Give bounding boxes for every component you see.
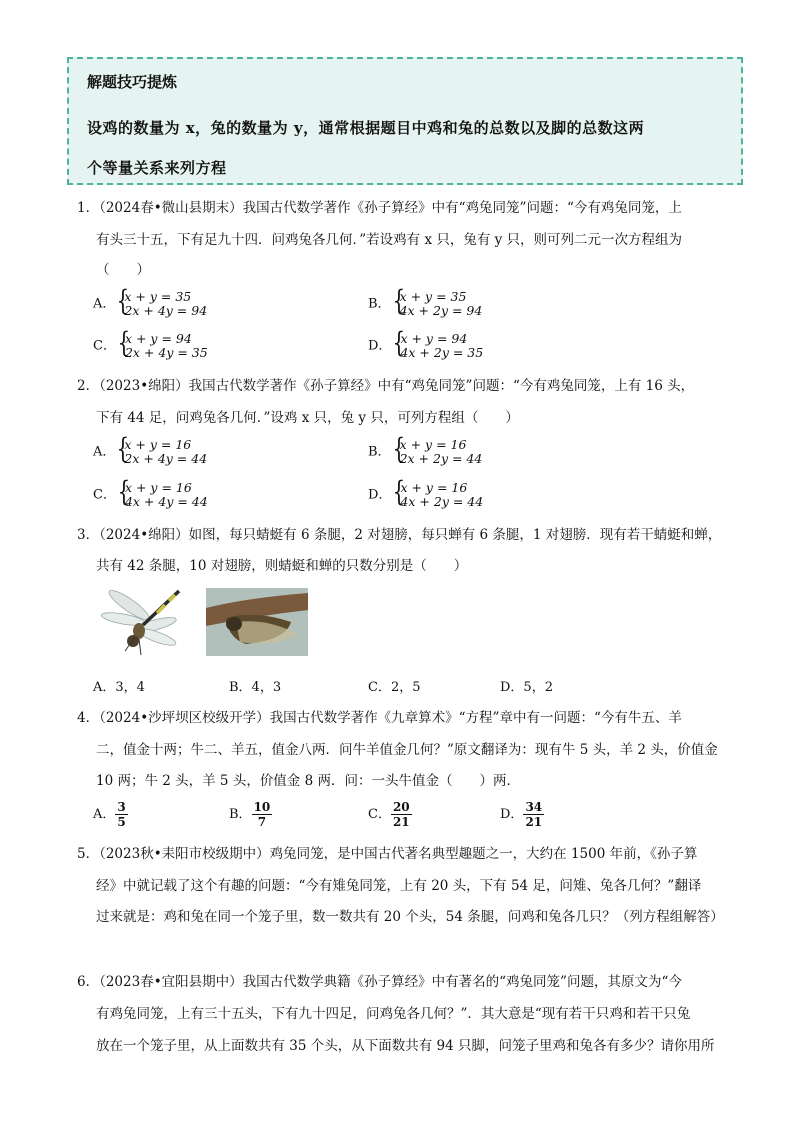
q3-option-d[interactable]: D．5，2 bbox=[500, 680, 553, 695]
q1-option-a[interactable] bbox=[93, 290, 207, 318]
denominator: 21 bbox=[392, 815, 410, 829]
q2-option-b[interactable] bbox=[368, 438, 482, 466]
q4-line-3: 10 两；牛 2 头，羊 5 头，价值金 8 两．问：一头牛值金（ ）两． bbox=[96, 773, 520, 789]
q1-line-2: 有头三十五，下有足九十四．问鸡兔各几何．”若设鸡有 x 只，兔有 y 只，则可列二元一次方程组为 bbox=[96, 232, 683, 248]
equation-system bbox=[115, 290, 207, 318]
equation: { x + y = 35 bbox=[124, 289, 192, 304]
q1-line-1: 1．（2024春•微山县期末）我国古代数学著作《孙子算经》中有“鸡兔同笼”问题：“今有鸡兔同笼，上 bbox=[77, 200, 682, 216]
option-label: D． bbox=[368, 338, 392, 354]
option-label: D． bbox=[500, 807, 524, 822]
option-label: C． bbox=[93, 338, 116, 354]
equation-system bbox=[391, 290, 483, 318]
numerator: 34 bbox=[525, 800, 543, 814]
dragonfly-image bbox=[95, 585, 185, 660]
q1-option-b[interactable] bbox=[368, 290, 482, 318]
q3-option-a[interactable]: A．3，4 bbox=[93, 680, 145, 695]
q6-line-1: 6．（2023春•宜阳县期中）我国古代数学典籍《孙子算经》中有著名的“鸡兔同笼”问题，其原文为“今 bbox=[77, 974, 682, 990]
option-label: A． bbox=[93, 807, 116, 822]
equation: { x + y = 16 bbox=[400, 480, 468, 495]
equation: 4x + 2y = 94 bbox=[399, 303, 483, 318]
option-label: B． bbox=[229, 807, 252, 822]
numerator: 10 bbox=[253, 800, 271, 814]
equation: 4x + 4y = 44 bbox=[124, 494, 208, 509]
denominator: 7 bbox=[257, 815, 267, 829]
tip-title: 解题技巧提炼 bbox=[87, 73, 178, 91]
equation: 2x + 2y = 44 bbox=[399, 451, 483, 466]
equation: 4x + 2y = 44 bbox=[400, 494, 484, 509]
q4-option-c[interactable] bbox=[368, 800, 412, 829]
option-label: B． bbox=[368, 296, 391, 312]
option-label: A． bbox=[93, 296, 116, 312]
q1-option-c[interactable] bbox=[93, 332, 208, 360]
q3-option-c[interactable]: C．2，5 bbox=[368, 680, 421, 695]
fraction bbox=[523, 800, 544, 829]
q4-option-d[interactable] bbox=[500, 800, 544, 829]
equation-system bbox=[115, 438, 207, 466]
fraction bbox=[115, 800, 127, 829]
equation: 2x + 4y = 94 bbox=[124, 303, 208, 318]
q2-line-1: 2．（2023•绵阳）我国古代数学著作《孙子算经》中有“鸡兔同笼”问题：“今有鸡兔同笼，上有 16 头， bbox=[77, 378, 695, 394]
q2-option-a[interactable] bbox=[93, 438, 207, 466]
q1-option-d[interactable] bbox=[368, 332, 483, 360]
equation-system bbox=[391, 332, 483, 360]
equation: 2x + 4y = 35 bbox=[124, 345, 208, 360]
q3-line-2: 共有 42 条腿，10 对翅膀，则蜻蜓和蝉的只数分别是（ ） bbox=[96, 558, 468, 574]
equation: { x + y = 16 bbox=[399, 437, 467, 452]
q2-line-2: 下有 44 足，问鸡兔各几何．”设鸡 x 只，兔 y 只，可列方程组（ ） bbox=[96, 410, 519, 426]
denominator: 5 bbox=[117, 815, 126, 829]
option-label: D． bbox=[368, 487, 392, 503]
q6-line-2: 有鸡兔同笼，上有三十五头，下有九十四足，问鸡兔各几何？”．其大意是“现有若干只鸡和若干只兔 bbox=[96, 1006, 691, 1022]
q4-option-a[interactable] bbox=[93, 800, 128, 829]
option-label: A． bbox=[93, 444, 116, 460]
denominator: 21 bbox=[525, 815, 543, 829]
option-label: B． bbox=[368, 444, 391, 460]
q4-line-2: 二，值金十两；牛二、羊五，值金八两．问牛羊值金几何？”原文翻译为：现有牛 5 头，羊 2 头，价值金 bbox=[96, 742, 718, 758]
fraction bbox=[252, 800, 273, 829]
q2-option-c[interactable] bbox=[93, 481, 208, 509]
equation-system bbox=[116, 332, 208, 360]
equation-system bbox=[391, 438, 483, 466]
q5-line-2: 经》中就记载了这个有趣的问题：“今有雉兔同笼，上有 20 头，下有 54 足，问雉、兔各几何？”翻译 bbox=[96, 878, 702, 894]
q2-option-d[interactable] bbox=[368, 481, 483, 509]
equation: 2x + 4y = 44 bbox=[124, 451, 208, 466]
equation: { x + y = 16 bbox=[124, 437, 192, 452]
q3-line-1: 3．（2024•绵阳）如图，每只蜻蜓有 6 条腿，2 对翅膀，每只蝉有 6 条腿，1 对翅膀．现有若干蜻蜓和蝉， bbox=[77, 527, 722, 543]
equation-system bbox=[391, 481, 483, 509]
equation-system bbox=[116, 481, 208, 509]
q6-line-3: 放在一个笼子里，从上面数共有 35 个头，从下面数共有 94 只脚，问笼子里鸡和兔各有多少？请你用所 bbox=[96, 1038, 715, 1054]
q1-line-3: （ ） bbox=[96, 262, 150, 278]
q3-option-b[interactable]: B．4，3 bbox=[229, 680, 282, 695]
q4-line-1: 4．（2024•沙坪坝区校级开学）我国古代数学著作《九章算术》“方程”章中有一问题：“今有牛五、羊 bbox=[77, 710, 682, 726]
numerator: 20 bbox=[392, 800, 410, 814]
numerator: 3 bbox=[117, 800, 126, 814]
cicada-image bbox=[206, 588, 308, 656]
equation: { x + y = 94 bbox=[400, 331, 468, 346]
q5-line-1: 5．（2023秋•耒阳市校级期中）鸡兔同笼，是中国古代著名典型趣题之一，大约在 1500 年前，《孙子算 bbox=[77, 846, 698, 862]
equation: 4x + 2y = 35 bbox=[400, 345, 484, 360]
tip-line-2: 个等量关系来列方程 bbox=[87, 159, 227, 177]
option-label: C． bbox=[368, 807, 391, 822]
tip-box bbox=[67, 57, 743, 185]
equation: { x + y = 16 bbox=[124, 480, 192, 495]
equation: { x + y = 94 bbox=[124, 331, 192, 346]
q4-option-b[interactable] bbox=[229, 800, 272, 829]
option-label: C． bbox=[93, 487, 116, 503]
fraction bbox=[391, 800, 412, 829]
q5-line-3: 过来就是：鸡和兔在同一个笼子里，数一数共有 20 个头，54 条腿，问鸡和兔各几只？（列方程组解答） bbox=[96, 909, 724, 925]
tip-line-1: 设鸡的数量为 x，兔的数量为 y，通常根据题目中鸡和兔的总数以及脚的总数这两 bbox=[87, 119, 645, 137]
equation: { x + y = 35 bbox=[399, 289, 467, 304]
